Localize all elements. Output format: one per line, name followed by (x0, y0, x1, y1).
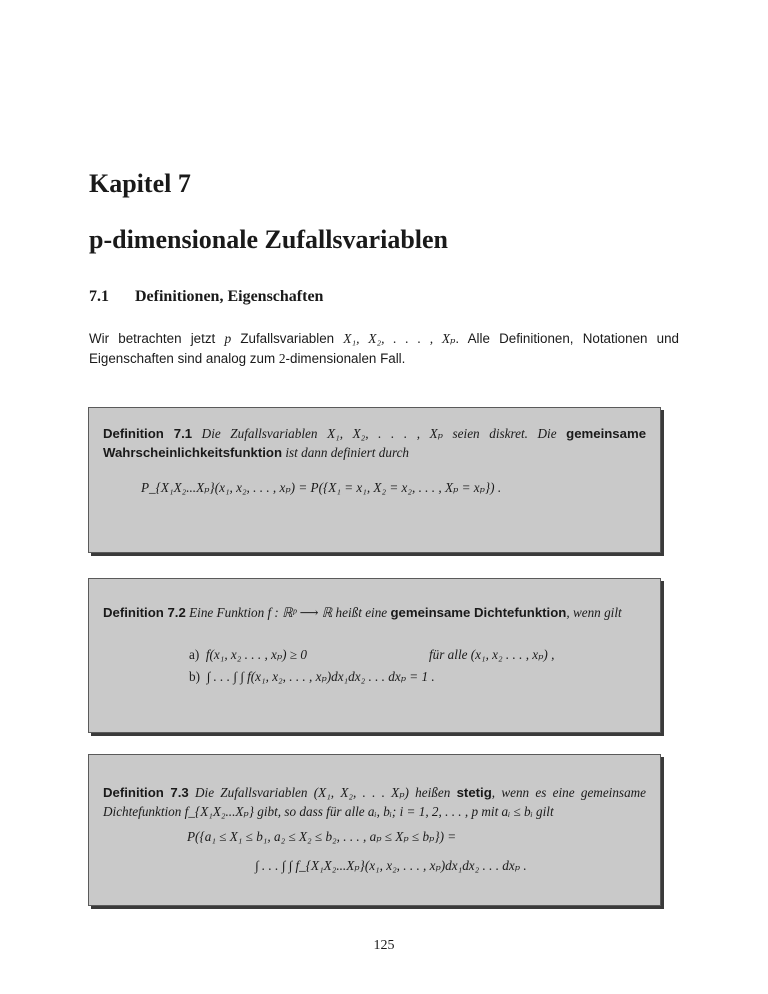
definition-statement (103, 603, 646, 622)
definition-text: gilt (536, 804, 554, 819)
intro-math: X₁, X₂, . . . , Xₚ (343, 331, 456, 346)
definition-math: f_{X₁X₂...Xₚ} (184, 804, 254, 819)
definition-text: mit (481, 804, 499, 819)
definition-text: , wenn es eine gemeinsame Dichtefunktion (103, 785, 647, 819)
condition-formula: f(x₁, x₂ . . . , xₚ) ≥ 0 (205, 647, 307, 662)
definition-box (88, 754, 661, 906)
definition-text: gibt, so dass für alle (257, 804, 365, 819)
definition-text: heißen (415, 785, 451, 800)
definition-label: Definition 7.3 (103, 785, 189, 800)
section-number: 7.1 (89, 288, 109, 305)
definition-math: X₁, X₂, . . . , Xₚ (327, 426, 443, 441)
condition-label: b) (189, 669, 200, 684)
definition-box (88, 578, 661, 733)
intro-text: -dimensionalen Fall. (285, 351, 406, 366)
section-heading (89, 288, 323, 306)
definition-label: Definition 7.2 (103, 605, 186, 620)
definition-formula-line2: ∫ . . . ∫ ∫ f_{X₁X₂...Xₚ}(x₁, x₂, . . . , xₚ)dx₁dx₂ . . . dxₚ . (255, 858, 527, 873)
definition-math: aᵢ ≤ bᵢ (501, 804, 533, 819)
definition-text: , wenn gilt (566, 605, 622, 620)
definition-label: Definition 7.1 (103, 426, 193, 441)
intro-paragraph (89, 329, 679, 369)
definition-text: Eine Funktion (189, 605, 265, 620)
intro-text: . Alle Definitionen, Notationen und Eigenschaften sind analog zum (89, 331, 679, 366)
definition-term: stetig (456, 785, 492, 800)
definition-text: heißt eine (335, 605, 388, 620)
intro-text: Wir betrachten jetzt (89, 331, 225, 346)
definition-box (88, 407, 661, 553)
definition-text: seien diskret. Die (452, 426, 557, 441)
definition-math: aᵢ, bᵢ; i = 1, 2, . . . , p (367, 804, 479, 819)
definition-math: (X₁, X₂, . . . Xₚ) (313, 785, 409, 800)
definition-statement (103, 783, 646, 821)
condition-b (189, 667, 435, 686)
definition-term: gemeinsame Dichtefunktion (390, 605, 567, 620)
condition-a (189, 645, 307, 664)
definition-term: gemeinsame Wahrscheinlichkeitsfunktion (103, 426, 647, 460)
definition-math: f : ℝᵖ ⟶ ℝ (267, 605, 333, 620)
section-title: Definitionen, Eigenschaften (135, 288, 324, 305)
definition-formula: P_{X₁X₂...Xₚ}(x₁, x₂, . . . , xₚ) = P({X₁ = x₁, X₂ = x₂, . . . , Xₚ = xₚ}) . (141, 480, 502, 495)
page-number: 125 (373, 938, 395, 953)
definition-text: Die Zufallsvariablen (195, 785, 308, 800)
chapter-title: p-dimensionale Zufallsvariablen (89, 225, 448, 254)
chapter-label: Kapitel 7 (89, 169, 191, 198)
intro-text: Zufallsvariablen (231, 331, 344, 346)
condition-a-text: für alle (x₁, x₂ . . . , xₚ) , (429, 647, 555, 662)
condition-formula: ∫ . . . ∫ ∫ f(x₁, x₂, . . . , xₚ)dx₁dx₂ . . . dxₚ = 1 . (206, 669, 435, 684)
intro-math: p (224, 331, 232, 346)
intro-math: 2 (278, 351, 286, 366)
condition-label: a) (189, 647, 200, 662)
definition-text: Die Zufallsvariablen (201, 426, 318, 441)
definition-text: ist dann definiert durch (285, 445, 410, 460)
definition-formula-line1: P({a₁ ≤ X₁ ≤ b₁, a₂ ≤ X₂ ≤ b₂, . . . , aₚ ≤ Xₚ ≤ bₚ}) = (187, 829, 457, 844)
definition-statement (103, 424, 646, 462)
